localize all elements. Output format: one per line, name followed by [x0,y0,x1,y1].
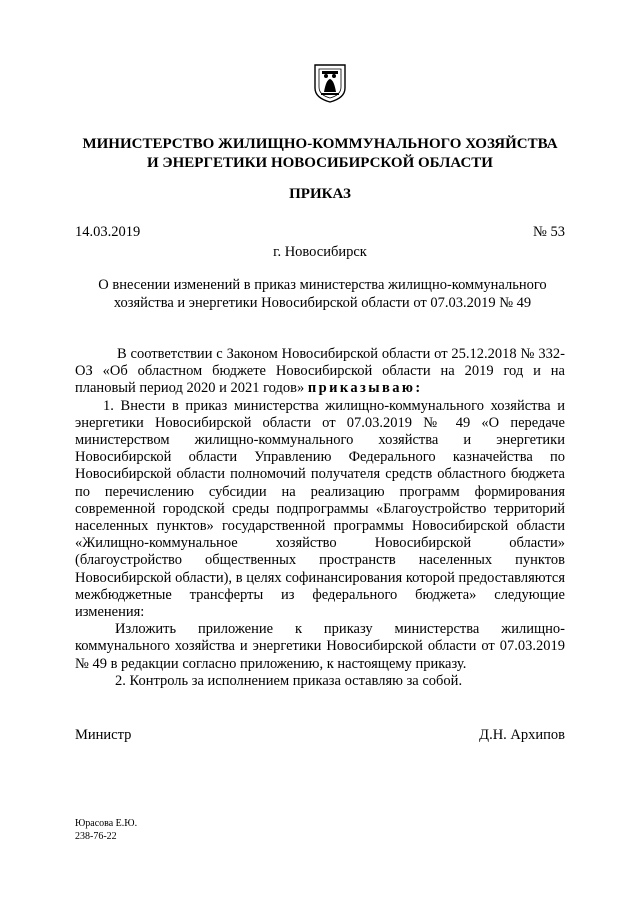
executor-info [75,817,137,843]
intro-text: В соответствии с Законом Новосибирской области от 25.12.2018 № 332-ОЗ «Об областном бюджете Новосибирской области на 2019 год и на плановый период 2020 и 2021 годов» [75,346,565,397]
item-1-paragraph: 1. Внести в приказ министерства жилищно-коммунального хозяйства и энергетики Новосибирской области от 07.03.2019 № 49 «О передаче министерством жилищно-коммунального хозяйства и энергетики Новосибирской области Управлению Федерального казначейства по Новосибирской области полномочий получателя средств областного бюджета по перечислению субсидии на реализацию программ формирования современной городской среды подпрограммы «Благоустройство территорий населенных пунктов» государственной программы Новосибирской области «Жилищно-коммунальное хозяйство Новосибирской области» (благоустройство общественных пространств населенных пунктов Новосибирской области), в целях софинансирования которой предоставляются межбюджетные трансферты из федерального бюджета» следующие изменения: [75,397,565,621]
order-number: № 53 [533,224,565,240]
coat-of-arms-icon [312,62,348,104]
executor-name: Юрасова Е.Ю. [75,818,138,829]
item-1-subparagraph: Изложить приложение к приказу министерства жилищно-коммунального хозяйства и энергетики Новосибирской области от 07.03.2019 № 49 в редакции согласно приложению, к настоящему приказу. [75,621,565,672]
item-2-paragraph: 2. Контроль за исполнением приказа оставляю за собой. [115,672,463,689]
signatory-position: Министр [75,727,132,743]
ministry-name [60,135,580,173]
ministry-line-2: И ЭНЕРГЕТИКИ НОВОСИБИРСКОЙ ОБЛАСТИ [147,155,493,171]
order-city: г. Новосибирск [273,244,367,260]
order-subject [80,276,565,312]
order-directive: приказываю: [307,380,423,397]
subject-line-1: О внесении изменений в приказ министерства жилищно-коммунального [98,277,547,293]
order-date: 14.03.2019 [75,224,141,240]
ministry-line-1: МИНИСТЕРСТВО ЖИЛИЩНО-КОММУНАЛЬНОГО ХОЗЯЙСТВА [82,136,558,152]
document-type: ПРИКАЗ [289,186,351,202]
subject-line-2: хозяйства и энергетики Новосибирской области от 07.03.2019 № 49 [113,295,532,311]
order-body [75,346,565,690]
executor-phone: 238-76-22 [75,831,117,842]
signatory-name: Д.Н. Архипов [479,727,565,743]
intro-paragraph [75,346,565,398]
